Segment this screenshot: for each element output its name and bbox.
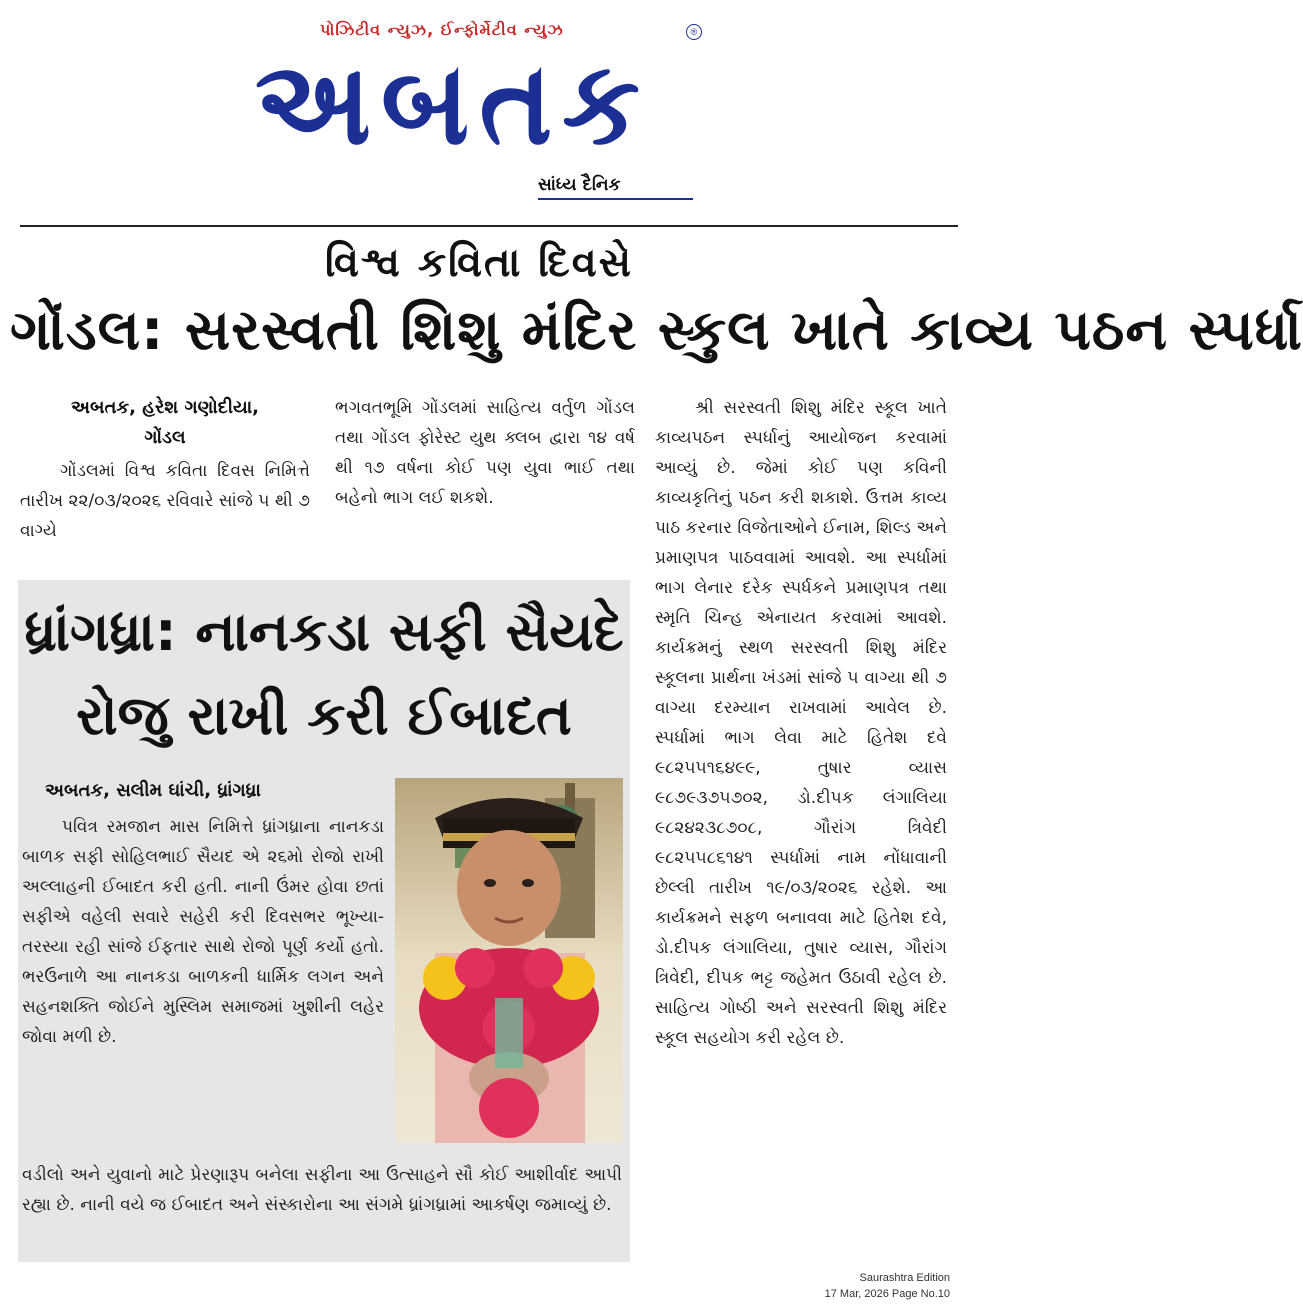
masthead-tagline: પોઝિટીવ ન્યુઝ, ઈન્ફોર્મેટીવ ન્યુઝ [320,20,564,39]
story1-byline-line2: ગોંડલ [144,427,186,448]
story2-byline: અબતક, સલીમ ઘાંચી, ધ્રાંગધ્રા [45,780,261,801]
boy-praying-photo [395,778,623,1143]
story1-byline [20,393,310,453]
edition-info [810,1270,950,1302]
story2-body-full: વડીલો અને યુવાનો માટે પ્રેરણારૂપ બનેલા સફીના આ ઉત્સાહને સૌ કોઈ આશીર્વાદ આપી રહ્યા છે. નાની વયે જ ઈબાદત અને સંસ્કારોના આ સંગમે ધ્રાંગધ્રામાં આકર્ષણ જમાવ્યું છે. [22,1165,622,1215]
subtitle-underline [538,198,693,200]
registered-mark-icon: ® [686,24,702,40]
story2-headline [18,590,630,758]
masthead-divider [20,225,958,227]
story1-kicker: વિશ્વ કવિતા દિવસે [324,240,634,286]
story1-headline: ગોંડલ: સરસ્વતી શિશુ મંદિર સ્કુલ ખાતે કાવ્ય પઠન સ્પર્ધા [10,298,1303,363]
story1-byline-line1: અબતક, હરેશ ગણોદીયા, [71,397,259,418]
story2-headline-line2: રોજુ રાખી કરી ઈબાદત [76,684,572,747]
edition-name: Saurashtra Edition [859,1272,950,1284]
story2-photo [395,778,623,1143]
story2-body-narrow: પવિત્ર રમજાન માસ નિમિત્તે ધ્રાંગધ્રાના નાનકડા બાળક સફી સોહિલભાઈ સૈયદ એ ૨૬મો રોજો રાખી અલ્લાહની ઈબાદત કરી હતી. નાની ઉંમર હોવા છતાં સફીએ વહેલી સવારે સહેરી કરી દિવસભર ભૂખ્યા-તરસ્યા રહી સાંજે ઈફતાર સાથે રોજો પૂર્ણ કર્યો હતો. ભરઉનાળે આ નાનકડા બાળકની ધાર્મિક લગન અને સહનશક્તિ જોઈને મુસ્લિમ સમાજમાં ખુશીની લહેર જોવા મળી છે. [22,817,384,1047]
story1-column1: ગોંડલમાં વિશ્વ કવિતા દિવસ નિમિત્તે તારીખ ૨૨/૦૩/૨૦૨૬ રવિવારે સાંજે ૫ થી ૭ વાગ્યે [20,461,310,541]
story1-column2: ભગવતભૂમિ ગોંડલમાં સાહિત્ય વર્તુળ ગોંડલ તથા ગોંડલ ફોરેસ્ટ યુથ ક્લબ દ્વારા ૧૪ વર્ષ થી ૧૭ વર્ષના કોઈ પણ યુવા ભાઈ તથા બહેનો ભાગ લઈ શકશે. [335,398,635,508]
masthead-subtitle: સાંધ્ય દૈનિક [538,175,621,195]
edition-date-page: 17 Mar, 2026 Page No.10 [824,1288,950,1300]
newspaper-logo: અબતક [255,35,650,171]
story1-column3: શ્રી સરસ્વતી શિશુ મંદિર સ્કૂલ ખાતે કાવ્યપઠન સ્પર્ધાનું આયોજન કરવામાં આવ્યું છે. જેમાં કોઈ પણ કવિની કાવ્યકૃતિનું પઠન કરી શકાશે. ઉત્તમ કાવ્ય પાઠ કરનાર વિજેતાઓને ઈનામ, શિલ્ડ અને પ્રમાણપત્ર પાઠવવામાં આવશે. આ સ્પર્ધામાં ભાગ લેનાર દરેક સ્પર્ધકને પ્રમાણપત્ર તથા સ્મૃતિ ચિન્હ એનાયત કરવામાં આવશે. કાર્યક્રમનું સ્થળ સરસ્વતી શિશુ મંદિર સ્કૂલના પ્રાર્થના ખંડમાં સાંજે ૫ વાગ્યા થી ૭ વાગ્યા દરમ્યાન રાખવામાં આવેલ છે. સ્પર્ધામાં ભાગ લેવા માટે હિતેશ દવે ૯૮૨૫૫૧૬૪૯૯, તુષાર વ્યાસ ૯૮૭૯૩૭૫૭૦૨, ડો.દીપક લંગાલિયા ૯૮૨૪૨૩૮૭૦૮, ગૌરાંગ ત્રિવેદી ૯૮૨૫૫૮૬૧૪૧ સ્પર્ધામાં નામ નોંધાવાની છેલ્લી તારીખ ૧૯/૦૩/૨૦૨૬ રહેશે. આ કાર્યક્રમને સફળ બનાવવા માટે હિતેશ દવે, ડો.દીપક લંગાલિયા, તુષાર વ્યાસ, ગૌરાંગ ત્રિવેદી, દીપક ભટ્ટ જહેમત ઉઠાવી રહેલ છે. સાહિત્ય ગોષ્ઠી અને સરસ્વતી શિશુ મંદિર સ્કૂલ સહયોગ કરી રહેલ છે. [655,398,947,1048]
story2-headline-line1: ધ્રાંગધ્રા: નાનકડા સફી સૈયદે [24,600,624,663]
